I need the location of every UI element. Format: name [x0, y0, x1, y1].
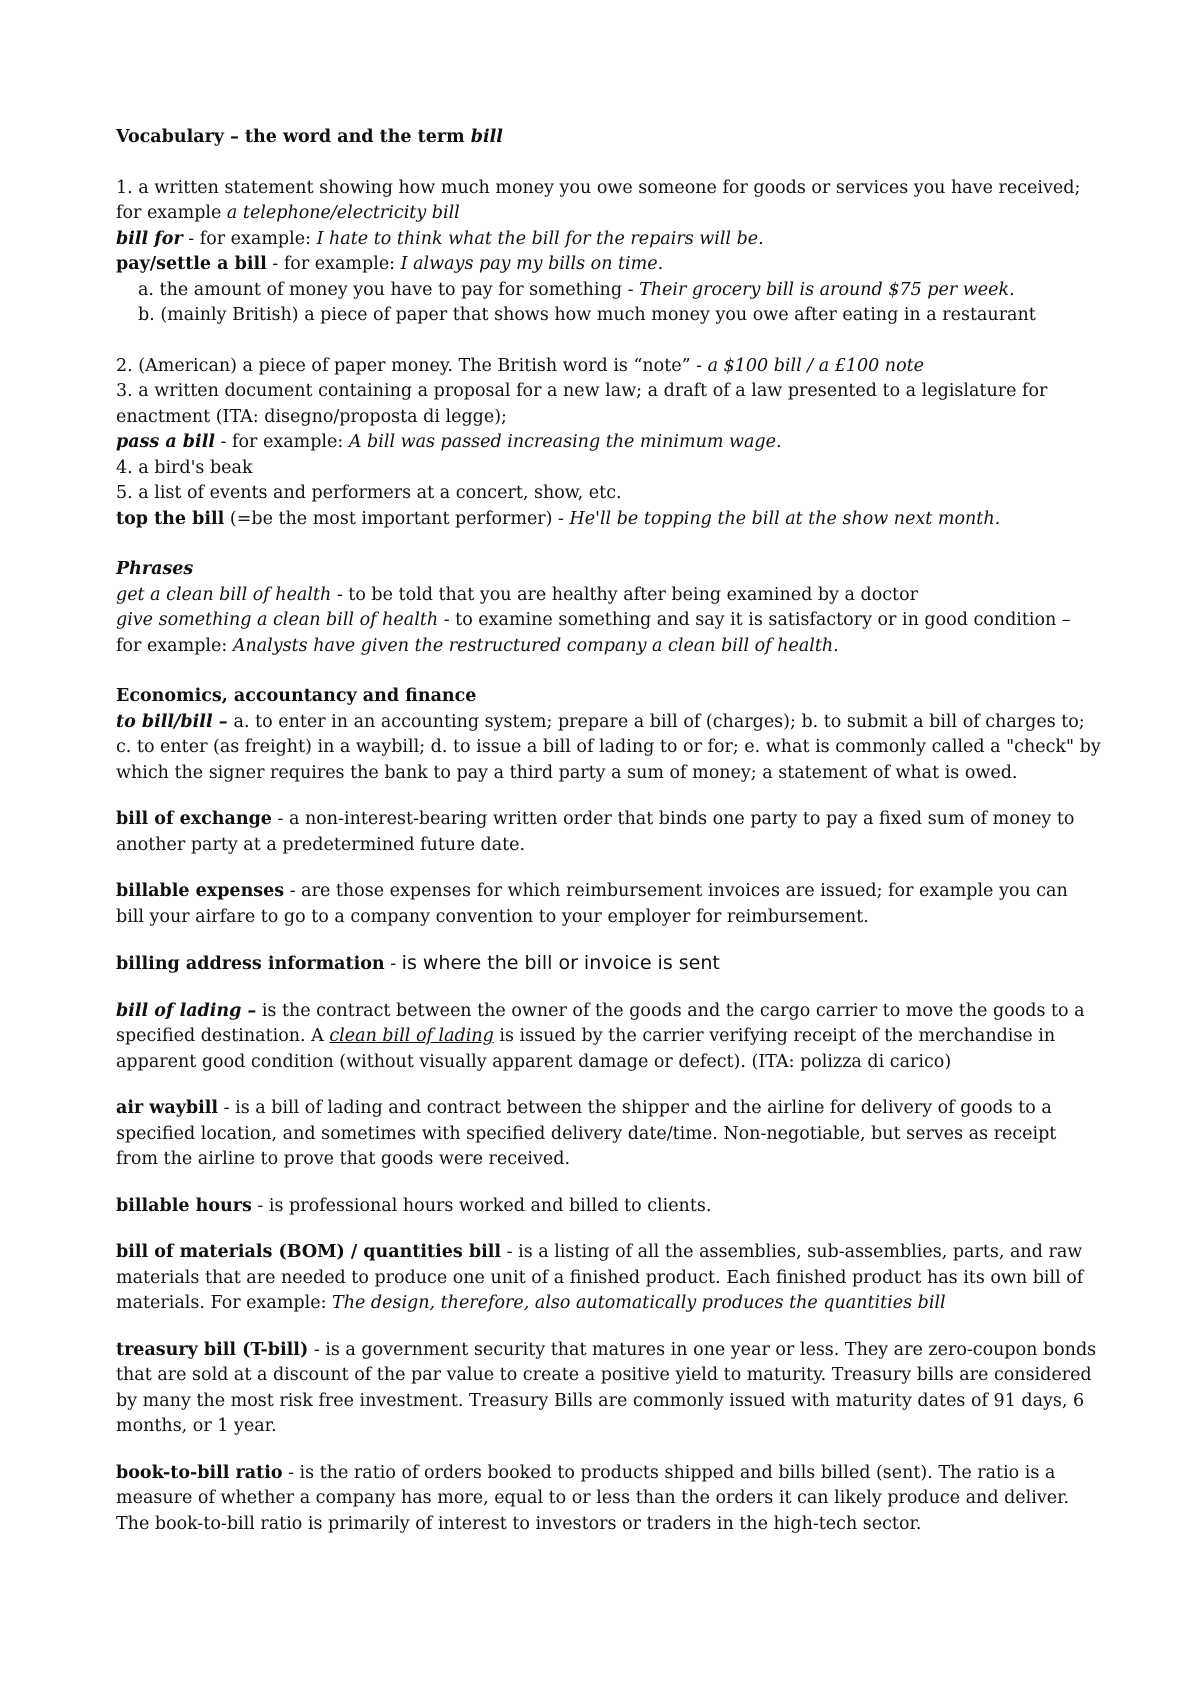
- term: book-to-bill ratio: [116, 1462, 283, 1483]
- term: bill for: [116, 228, 183, 249]
- definition-1: 1. a written statement showing how much money you owe someone for goods or services you have received; for example a telephone/electricity bill: [116, 177, 1081, 223]
- title-text: Vocabulary – the word and the term: [116, 127, 471, 147]
- term: bill of materials (BOM) / quantities bill: [116, 1242, 502, 1262]
- term: give something a clean bill of health: [116, 610, 439, 630]
- example: A bill was passed increasing the minimum wage.: [348, 432, 782, 452]
- term: to bill/bill –: [116, 711, 234, 732]
- term: get a clean bill of health: [116, 584, 332, 605]
- entry-billable-expenses: billable expenses - are those expenses for which reimbursement invoices are issued; for example you can bill your airfare to go to a company convention to your employer for reimbursement.: [116, 881, 1068, 927]
- document-title: [116, 125, 1101, 151]
- term: billing address information: [116, 954, 385, 974]
- term: treasury bill (T-bill): [116, 1339, 309, 1360]
- example: Their grocery bill is around $75 per week.: [639, 279, 1015, 300]
- example: I always pay my bills on time.: [400, 254, 664, 274]
- entry-bill-of-materials: bill of materials (BOM) / quantities bill - is a listing of all the assemblies, sub-assemblies, parts, and raw materials that are needed to produce one unit of a finished product. Each finished product has its own bill of materials. For example: The design, therefore, also automatically produces the quantities bill: [116, 1242, 1084, 1313]
- term: billable hours: [116, 1195, 252, 1216]
- definition-4: 4. a bird's beak: [116, 457, 253, 478]
- term: pass a bill: [116, 432, 215, 452]
- collocation-pay-settle: pay/settle a bill - for example: I always pay my bills on time.: [116, 254, 664, 274]
- entry-treasury-bill: treasury bill (T-bill) - is a government security that matures in one year or less. They are zero-coupon bonds that are sold at a discount of the par value to create a positive yield to maturity. Treasury bills are considered by many the most risk free investment. Treasury Bills are commonly issued with maturity dates of 91 days, 6 months, or 1 year.: [116, 1339, 1097, 1436]
- document-body: [116, 125, 1101, 1537]
- entry-billing-address: billing address information - is where the bill or invoice is sent: [116, 952, 720, 974]
- term: top the bill: [116, 508, 225, 529]
- term: bill of exchange: [116, 809, 272, 829]
- entry-bill-of-lading: bill of lading – is the contract between the owner of the goods and the cargo carrier to move the goods to a specified destination. A clean bill of lading is issued by the carrier verifying receipt of the merchandise in apparent good condition (without visually apparent damage or defect). (ITA: polizza di carico): [116, 1000, 1085, 1072]
- example: Analysts have given the restructured company a clean bill of health.: [232, 635, 839, 656]
- sub-definition-a: a. the amount of money you have to pay for something - Their grocery bill is around $75 per week.: [138, 279, 1015, 300]
- term: bill of lading –: [116, 1000, 257, 1021]
- term: pay/settle a bill: [116, 254, 267, 274]
- entry-to-bill: to bill/bill – a. to enter in an accounting system; prepare a bill of (charges); b. to submit a bill of charges to; c. to enter (as freight) in a waybill; d. to issue a bill of lading to or for; e. what is commonly called a "check" by which the signer requires the bank to pay a third party a sum of money; a statement of what is owed.: [116, 711, 1101, 783]
- definition-2: 2. (American) a piece of paper money. The British word is “note” - a $100 bill / a £100 note: [116, 355, 924, 376]
- example: a $100 bill / a £100 note: [707, 355, 924, 376]
- example: He'll be topping the bill at the show next month.: [569, 508, 1001, 529]
- phrases-heading: Phrases: [116, 559, 194, 579]
- term: billable expenses: [116, 881, 285, 901]
- entry-billable-hours: billable hours - is professional hours worked and billed to clients.: [116, 1195, 712, 1216]
- collocation-pass-bill: pass a bill - for example: A bill was passed increasing the minimum wage.: [116, 432, 782, 452]
- sub-definition-b: b. (mainly British) a piece of paper that shows how much money you owe after eating in a restaurant: [138, 305, 1036, 325]
- term: air waybill: [116, 1098, 219, 1118]
- entry-bill-of-exchange: bill of exchange - a non-interest-bearing written order that binds one party to pay a fixed sum of money to another party at a predetermined future date.: [116, 809, 1075, 855]
- entry-book-to-bill: book-to-bill ratio - is the ratio of orders booked to products shipped and bills billed (sent). The ratio is a measure of whether a company has more, equal to or less than the orders it can likely produce and deliver. The book-to-bill ratio is primarily of interest to investors or traders in the high-tech sector.: [116, 1462, 1070, 1534]
- phrase-give-clean-bill: give something a clean bill of health - to examine something and say it is satisfactory or in good condition – for example: Analysts have given the restructured company a clean bill of health.: [116, 610, 1071, 656]
- collocation-top-bill: top the bill (=be the most important performer) - He'll be topping the bill at the show next month.: [116, 508, 1001, 529]
- definition-5: 5. a list of events and performers at a concert, show, etc.: [116, 483, 622, 503]
- example: The design, therefore, also automatically produces the quantities bill: [332, 1293, 946, 1313]
- collocation-bill-for: bill for - for example: I hate to think what the bill for the repairs will be.: [116, 228, 764, 249]
- economics-heading: Economics, accountancy and finance: [116, 686, 477, 706]
- phrase-clean-bill-health: get a clean bill of health - to be told that you are healthy after being examined by a doctor: [116, 584, 918, 605]
- definition-3: 3. a written document containing a proposal for a new law; a draft of a law presented to a legislature for enactment (ITA: disegno/proposta di legge);: [116, 381, 1048, 427]
- entry-air-waybill: air waybill - is a bill of lading and contract between the shipper and the airline for delivery of goods to a specified location, and sometimes with specified delivery date/time. Non-negotiable, but serves as receipt from the airline to prove that goods were received.: [116, 1098, 1057, 1169]
- example: I hate to think what the bill for the repairs will be.: [316, 228, 764, 249]
- title-term: bill: [470, 127, 503, 147]
- example: a telephone/electricity bill: [226, 203, 460, 223]
- underlined-term: clean bill of lading: [329, 1026, 494, 1046]
